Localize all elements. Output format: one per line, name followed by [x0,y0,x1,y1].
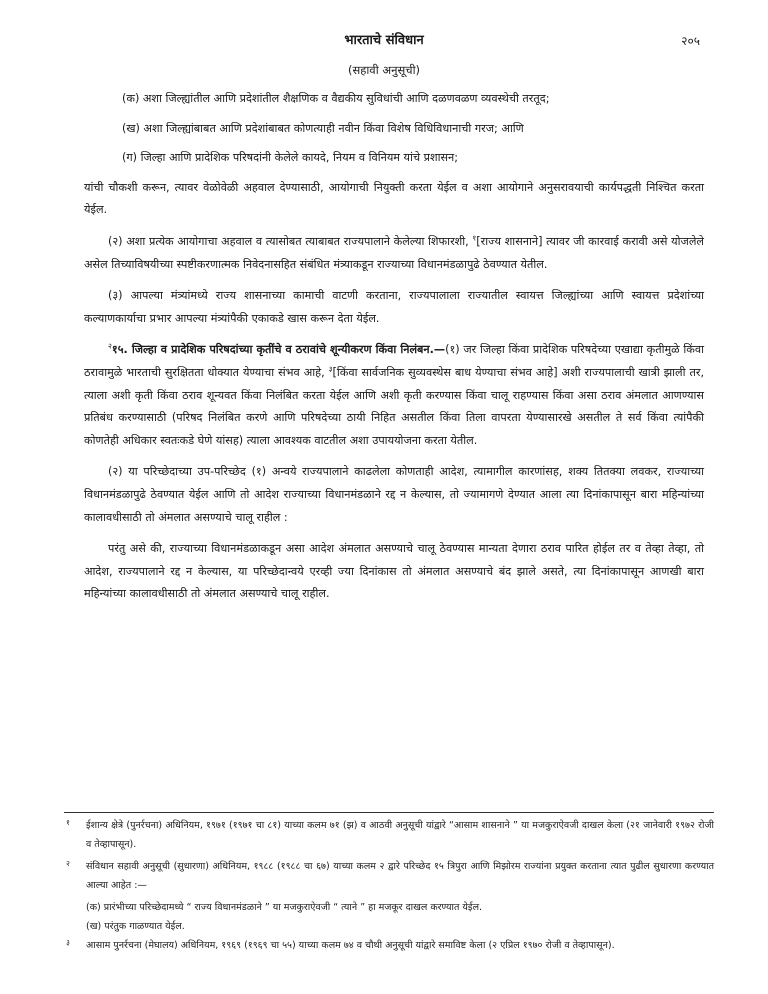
footnotes [64,816,714,958]
clause-kha: (ख) अशा जिल्ह्यांबाबत आणि प्रदेशांबाबत कोणत्याही नवीन किंवा विशेष विधिविधानाची गरज; आणि [122,121,524,135]
footnote-text: ईशान्य क्षेत्रे (पुनर्रचना) अधिनियम, १९७१ (१९७१ चा ८१) याच्या कलम ७१ (झ) व आठवी अनुसूची यांद्वारे “आसाम शासनाने ” या मजकुराऐवजी दाखल केला (२१ जानेवारी १९७२ रोजी व तेव्हापासून). [86,820,714,850]
paragraph-report-text: (२) अशा प्रत्येक आयोगाचा अहवाल व त्यासोबत त्याबाबत राज्यपालाने केलेल्या शिफारशी, [108,234,473,248]
footnote-marker: १ [472,233,477,243]
footnote-number: ३ [66,938,70,947]
footnote [64,857,714,895]
footnote-marker: ३ [328,364,333,374]
section-text: (१) जर जिल्हा किंवा प्रादेशिक परिषदेच्या एखाद्या कृतीमुळे किंवा ठरावामुळे भारताची सुरक्षितता धोक्यात येण्याचा संभव आहे, [84,343,704,379]
schedule-label: (सहावी अनुसूची) [347,63,421,77]
footnote-subitem: (क) प्रारंभीच्या परिच्छेदामध्ये “ राज्य विधानमंडळाने ” या मजकुराऐवजी “ त्याने ” हा मजकूर दाखल करण्यात येईल. [86,902,483,913]
footnote-number: १ [66,818,70,827]
main-text [84,88,704,615]
paragraph-commission: यांची चौकशी करून, त्यावर वेळोवेळी अहवाल देण्यासाठी, आयोगाची नियुक्ती करता येईल व अशा आयोगाने अनुसरावयाची कार्यपद्धती निश्चित करता येईल. [84,180,704,217]
footnote-number: २ [66,859,70,868]
footnote-marker: २ [108,341,112,351]
clause-ga: (ग) जिल्हा आणि प्रादेशिक परिषदांनी केलेले कायदे, नियम व विनियम यांचे प्रशासन; [122,151,459,165]
clause-ka: (क) अशा जिल्ह्यांतील आणि प्रदेशांतील शैक्षणिक व वैद्यकीय सुविधांची आणि दळणवळण व्यवस्थेची तरतूद; [122,92,550,105]
page-title: भारताचे संविधान [344,33,424,48]
footnote-subitem: (ख) परंतुक गाळण्यात येईल. [86,921,185,932]
paragraph-report-text: त्यावर जी कारवाई करावी असे योजलेले असेल तिच्याविषयीच्या स्पष्टीकरणात्मक निवेदनासहित संबंधित मंत्र्याकडून राज्याच्या विधानमंडळापुढे ठेवण्यात येतील. [84,234,704,271]
section-text: अशी राज्यपालाची खात्री झाली तर, त्याला अशी कृती किंवा ठराव शून्यवत किंवा निलंबित करता येईल आणि अशी कृती करण्यास किंवा चालू राहण्यास किंवा असा ठराव अंमलात आणण्यास प्रतिबंध करण्यासाठी (परिषद निलंबित करणे आणि परिषदेच्या ठायी निहित असतील किंवा तिला वापरता येण्यासारखे असतील ते सर्व किंवा त्यांपैकी कोणतेही अधिकार स्वतःकडे घेणे यांसह) त्याला आवश्यक वाटतील अशा उपाययोजना करता येतील. [84,365,704,447]
section-heading: १५. जिल्हा व प्रादेशिक परिषदांच्या कृतींचे व ठरावांचे शून्यीकरण किंवा निलंबन.— [111,343,446,357]
footnote [64,816,714,854]
footnote-text: आसाम पुनर्रचना (मेघालय) अधिनियम, १९६९ (१९६९ चा ५५) याच्या कलम ७४ व चौथी अनुसूची यांद्वारे समाविष्ट केला (२ एप्रिल १९७० रोजी व तेव्हापासून). [86,940,615,951]
section-15 [84,339,704,452]
amended-text: [राज्य शासनाने] [476,234,543,248]
paragraph-order: (२) या परिच्छेदाच्या उप-परिच्छेद (१) अन्वये राज्यपालाने काढलेला कोणताही आदेश, त्यामागील कारणांसह, शक्य तितक्या लवकर, राज्याच्या विधानमंडळापुढे ठेवण्यात येईल आणि तो आदेश राज्याच्या विधानमंडळाने रद्द न केल्यास, तो ज्यामागणे देण्यात आला त्या दिनांकापासून बारा महिन्यांच्या कालावधीसाठी तो अंमलात असण्याचे चालू राहील : [84,465,704,524]
amended-text: [किंवा सार्वजनिक सुव्यवस्थेस बाध येण्याचा संभव आहे] [332,365,558,379]
footnote [64,936,714,955]
proviso: परंतु असे की, राज्याच्या विधानमंडळाकडून असा आदेश अंमलात असण्याचे चालू ठेवण्यास मान्यता देणारा ठराव पारित होईल तर व तेव्हा तेव्हा, तो आदेश, राज्यपालाने रद्द न केल्यास, या परिच्छेदान्वये एरव्ही ज्या दिनांकास तो अंमलात असण्याचे बंद झाले असते, त्या दिनांकापासून आणखी बारा महिन्यांच्या कालावधीसाठी तो अंमलात असण्याचे चालू राहील. [84,542,704,601]
footnote-text: संविधान सहावी अनुसूची (सुधारणा) अधिनियम, १९८८ (१९८८ चा ६७) याच्या कलम २ द्वारे परिच्छेद १५ त्रिपुरा आणि मिझोरम राज्यांना प्रयुक्त करताना त्यात पुढील सुधारणा करण्यात आल्या आहेत :— [86,861,714,891]
paragraph-ministers: (३) आपल्या मंत्र्यांमध्ये राज्य शासनाच्या कामाची वाटणी करताना, राज्यपालाला राज्यातील स्वायत्त जिल्ह्यांच्या आणि स्वायत्त प्रदेशांच्या कल्याणकार्याचा प्रभार आपल्या मंत्र्यांपैकी एकाकडे खास करून देता येईल. [84,289,704,325]
paragraph-report [84,231,704,276]
page-number: २०५ [681,34,700,48]
footnote-divider [64,812,714,813]
